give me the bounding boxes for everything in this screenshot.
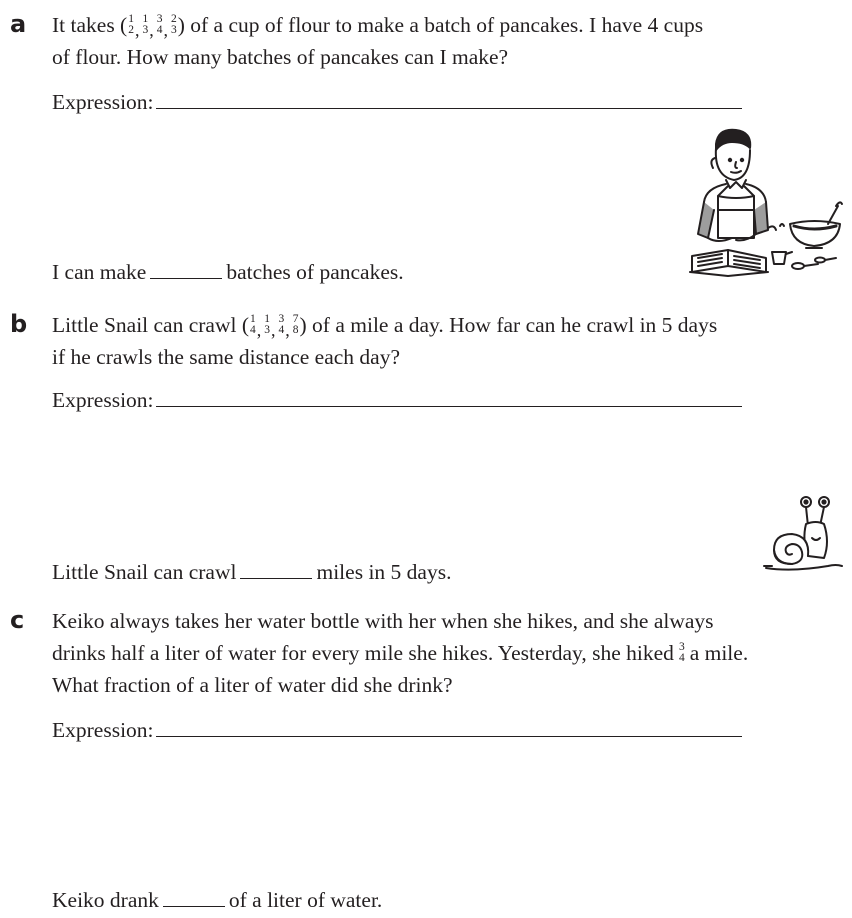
problem-a-text: It takes ( (52, 13, 128, 37)
expression-blank[interactable] (156, 88, 742, 109)
comma: , (271, 320, 276, 340)
answer-blank[interactable] (240, 558, 312, 579)
problem-a-line-2: of flour. How many batches of pancakes can I make? (52, 45, 509, 69)
answer-text: miles in 5 days. (316, 560, 452, 584)
expression-label: Expression: (52, 90, 154, 114)
problem-b-line-1 (52, 312, 717, 343)
answer-text: I can make (52, 260, 147, 284)
snail-illustration (762, 494, 846, 578)
answer-text: of a liter of water. (228, 888, 383, 912)
fraction-choice: 1 3 (142, 13, 149, 37)
problem-a-expression (52, 88, 742, 115)
problem-a-line-1 (52, 12, 703, 43)
expression-blank[interactable] (156, 386, 742, 407)
problem-b-expression (52, 386, 742, 413)
problem-c-line-3: What fraction of a liter of water did she drink? (52, 673, 453, 697)
problem-c-expression (52, 716, 742, 743)
problem-c-text: a mile. (689, 641, 749, 665)
fraction-choice: 1 2 (128, 13, 134, 37)
fraction-choice: 3 4 (156, 13, 163, 37)
problem-c-line-2 (52, 640, 748, 666)
problem-c-line-1: Keiko always takes her water bottle with her when she hikes, and she always (52, 609, 714, 633)
comma: , (256, 320, 262, 340)
comma: , (149, 20, 154, 40)
fraction-choice: 2 3 (170, 13, 177, 37)
problem-b-line-2: if he crawls the same distance each day? (52, 345, 401, 369)
problem-c-text: drinks half a liter of water for every mile she hikes. Yesterday, she hiked (52, 641, 674, 665)
expression-blank[interactable] (156, 716, 742, 737)
answer-text: batches of pancakes. (226, 260, 404, 284)
problem-b-letter: b (10, 310, 28, 338)
problem-b-text: Little Snail can crawl ( (52, 313, 250, 337)
fraction-choice: 1 3 (264, 313, 271, 337)
boy-cooking-illustration (688, 126, 848, 280)
problem-c-answer (52, 886, 382, 913)
answer-text: Little Snail can crawl (52, 560, 237, 584)
fraction-choice: 7 8 (292, 313, 299, 337)
fraction-choice: 3 4 (278, 313, 285, 337)
comma: , (285, 320, 290, 340)
problem-c-letter: c (10, 606, 25, 634)
answer-blank[interactable] (163, 886, 225, 907)
problem-a-letter: a (10, 10, 27, 38)
problem-b-text: ) of a mile a day. How far can he crawl in 5 days (299, 313, 718, 337)
problem-a-text: ) of a cup of flour to make a batch of pancakes. I have 4 cups (177, 13, 704, 37)
expression-label: Expression: (52, 718, 154, 742)
fraction: 3 4 (678, 641, 685, 665)
answer-blank[interactable] (150, 258, 222, 279)
answer-text: Keiko drank (52, 888, 159, 912)
fraction-choice: 1 4 (250, 313, 256, 337)
expression-label: Expression: (52, 388, 154, 412)
comma: , (134, 20, 140, 40)
problem-b-answer (52, 558, 451, 585)
comma: , (163, 20, 168, 40)
problem-a-answer (52, 258, 404, 285)
